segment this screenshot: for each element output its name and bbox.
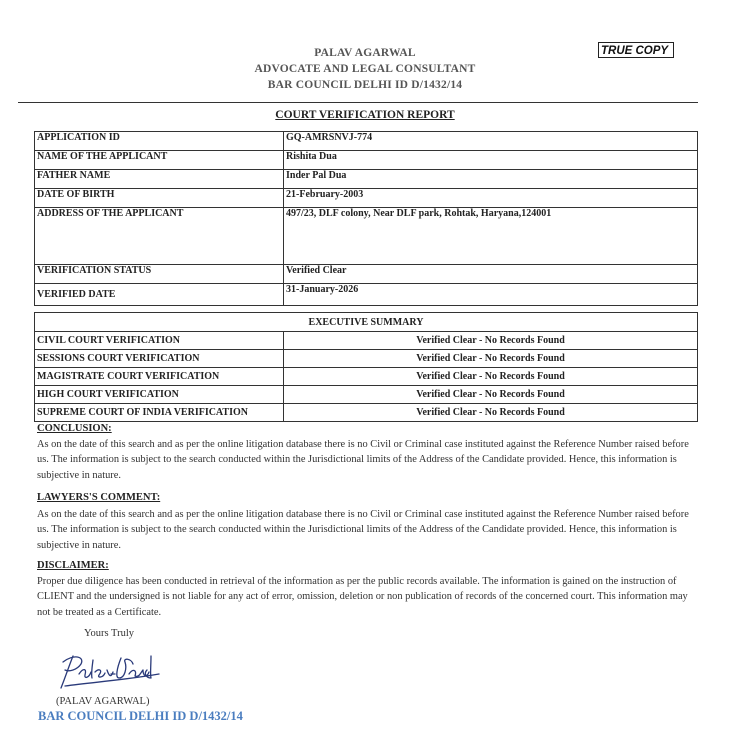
detail-value: 497/23, DLF colony, Near DLF park, Rohtak, Haryana,124001 xyxy=(284,208,698,265)
detail-label: ADDRESS OF THE APPLICANT xyxy=(35,208,284,265)
conclusion-heading: CONCLUSION: xyxy=(37,423,112,434)
report-title: COURT VERIFICATION REPORT xyxy=(275,109,455,121)
detail-label: APPLICATION ID xyxy=(35,132,284,151)
detail-label: NAME OF THE APPLICANT xyxy=(35,151,284,170)
lawyers-comment-heading: LAWYERS'S COMMENT: xyxy=(37,492,161,503)
disclaimer-text: Proper due diligence has been conducted in retrieval of the information as per the public records available. The information is gained on the instruction of CLIENT and the undersigned is not liable for any act of error, omission, deletion or non publication of records of the concerned court. This information may not be treated as a Certificate. xyxy=(37,576,688,618)
summary-label: MAGISTRATE COURT VERIFICATION xyxy=(35,368,284,386)
applicant-details-table xyxy=(34,131,698,306)
summary-label: SUPREME COURT OF INDIA VERIFICATION xyxy=(35,404,284,422)
detail-value: 21-February-2003 xyxy=(284,189,698,208)
header-bar-id: BAR COUNCIL DELHI ID D/1432/14 xyxy=(267,79,463,91)
detail-value: Inder Pal Dua xyxy=(284,170,698,189)
table-row xyxy=(35,170,698,189)
signatory-name: (PALAV AGARWAL) xyxy=(56,696,150,707)
closing-salutation: Yours Truly xyxy=(84,628,135,639)
detail-label: FATHER NAME xyxy=(35,170,284,189)
table-row xyxy=(35,386,698,404)
detail-value: 31-January-2026 xyxy=(284,284,698,306)
summary-value: Verified Clear - No Records Found xyxy=(284,386,698,404)
handwritten-signature xyxy=(55,648,165,694)
summary-title: EXECUTIVE SUMMARY xyxy=(35,313,698,332)
table-row xyxy=(35,189,698,208)
detail-value: GQ-AMRSNVJ-774 xyxy=(284,132,698,151)
table-row xyxy=(35,404,698,422)
summary-value: Verified Clear - No Records Found xyxy=(284,350,698,368)
summary-label: HIGH COURT VERIFICATION xyxy=(35,386,284,404)
table-row xyxy=(35,208,698,265)
table-row xyxy=(35,265,698,284)
table-row xyxy=(35,368,698,386)
summary-value: Verified Clear - No Records Found xyxy=(284,332,698,350)
true-copy-stamp: TRUE COPY xyxy=(598,42,674,58)
advocate-name: PALAV AGARWAL xyxy=(314,47,416,59)
lawyers-comment-text: As on the date of this search and as per the online litigation database there is no Civil or Criminal case instituted against the Reference Number raised before us. The information is subject to the search conducted within the Jurisdictional limits of the Address of the Candidate provided. Hence, this information is subjective in nature. xyxy=(37,509,689,551)
table-row xyxy=(35,350,698,368)
detail-label: VERIFICATION STATUS xyxy=(35,265,284,284)
summary-value: Verified Clear - No Records Found xyxy=(284,404,698,422)
signatory-bar-id: BAR COUNCIL DELHI ID D/1432/14 xyxy=(38,709,243,723)
header-divider xyxy=(18,102,698,103)
detail-label: DATE OF BIRTH xyxy=(35,189,284,208)
table-row xyxy=(35,332,698,350)
summary-value: Verified Clear - No Records Found xyxy=(284,368,698,386)
executive-summary-table xyxy=(34,312,698,422)
disclaimer-heading: DISCLAIMER: xyxy=(37,560,109,571)
detail-value: Verified Clear xyxy=(284,265,698,284)
summary-label: SESSIONS COURT VERIFICATION xyxy=(35,350,284,368)
conclusion-text: As on the date of this search and as per the online litigation database there is no Civil or Criminal case instituted against the Reference Number raised before us. The information is subject to the search conducted within the Jurisdictional limits of the Address of the Candidate provided. Hence, this information is subjective in nature. xyxy=(37,439,689,481)
table-row xyxy=(35,151,698,170)
detail-value: Rishita Dua xyxy=(284,151,698,170)
table-row xyxy=(35,284,698,306)
detail-label: VERIFIED DATE xyxy=(35,284,284,306)
advocate-designation: ADVOCATE AND LEGAL CONSULTANT xyxy=(254,63,476,75)
table-row xyxy=(35,313,698,332)
summary-label: CIVIL COURT VERIFICATION xyxy=(35,332,284,350)
table-row xyxy=(35,132,698,151)
